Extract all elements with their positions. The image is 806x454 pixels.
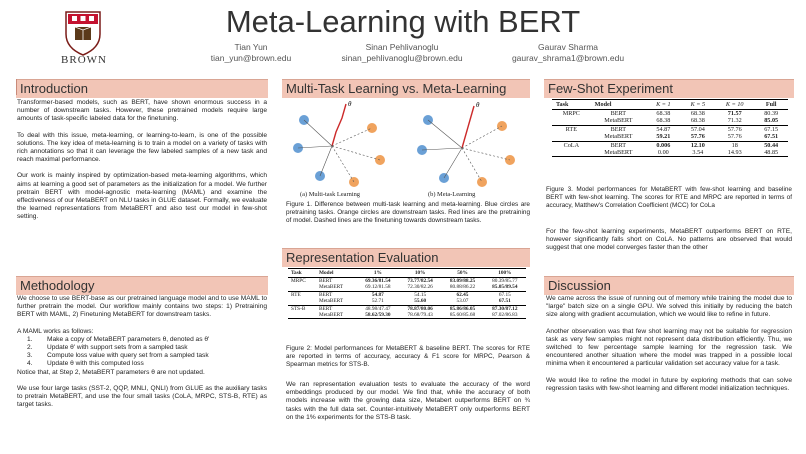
table-cell: 57.76 (727, 133, 742, 141)
table-cell: MRPC (562, 110, 580, 117)
table-cell: 80.88/86.22 (449, 284, 476, 291)
table-cell: 87.02/86.83 (492, 312, 518, 319)
table-cell: 87.30/87.12 (492, 305, 518, 312)
table-cell: 0.006 (656, 141, 671, 149)
discussion-text (546, 295, 792, 401)
panel-metalearning (417, 101, 515, 187)
table-header-row (552, 100, 788, 110)
table-cell: BERT (610, 141, 627, 149)
table-cell (288, 298, 316, 305)
table-row (552, 125, 788, 133)
column-header: K = 10 (725, 101, 744, 108)
column-header: 100% (498, 270, 512, 276)
maml-list-intro: A MAML works as follows: (17, 327, 94, 335)
table-cell: 85.05/89.54 (492, 284, 518, 291)
table-cell: 59.21 (656, 133, 671, 141)
table-cell: 68.38 (690, 110, 705, 117)
table-cell: 54.87 (371, 291, 384, 298)
fewshot-table (552, 99, 788, 157)
table-cell: 67.51 (764, 133, 779, 141)
table-cell: 69.12/81.58 (365, 284, 391, 291)
intro-paragraph-3: Our work is mainly inspired by optimization-based meta-learning algorithms, which aims at learning a good set of parameters as the initialization for a model. We further pretrain BERT with model-agnostic meta-learning (MAML) and examine the effectiveness of our MetaBERT on NLU tasks in GLUE dataset. Formally, we evaluate the learned representations from MetaBERT and also test our model in few-shot setting. (17, 172, 267, 221)
finetune-dashed-line (332, 128, 372, 146)
table-cell: 57.76 (727, 125, 742, 133)
table-row (552, 117, 788, 125)
table-row (552, 110, 788, 118)
finetune-dashed-line (332, 146, 354, 182)
table-cell: BERT (319, 278, 333, 284)
task-link-line (444, 148, 462, 178)
panel-multitask (293, 100, 385, 187)
table-cell: 3.54 (692, 149, 704, 157)
table-row (288, 305, 526, 312)
poster-title: Meta-Learning with BERT (225, 4, 581, 39)
table-cell: 18 (731, 141, 738, 149)
figure-1-diagram (284, 98, 530, 198)
table-cell: 68.38 (656, 110, 671, 117)
table-cell: 72.30/82.26 (407, 284, 433, 291)
table-cell: MetaBERT (319, 312, 344, 319)
table-cell: 48.85 (764, 149, 779, 157)
maml-step-2: 2. Update θ' with support sets from a sampled task (27, 344, 188, 352)
table-cell: BERT (319, 305, 333, 312)
table-cell: STS-B (291, 305, 306, 312)
table-cell: MetaBERT (604, 133, 633, 141)
table-cell: MRPC (291, 278, 306, 284)
subcaption-a: (a) Multi-task Learning (300, 191, 360, 198)
table-cell: MetaBERT (604, 149, 633, 157)
fewshot-table-body (552, 110, 788, 157)
method-paragraph-1: We choose to use BERT-base as our pretrained language model and to use MAML to further pretrain the model. Our workflow mainly contains two steps: 1) Pretraining BERT with MAML, 2) Finetuning MetaBERT for downstream tasks. (17, 295, 267, 319)
subcaption-b: (b) Meta-Learning (428, 191, 476, 198)
table-row (288, 298, 526, 305)
author-email: gaurav_shrama1@brown.edu (511, 53, 625, 63)
table-cell: CoLA (563, 141, 580, 149)
maml-step-1: 1. Make a copy of MetaBERT parameters θ, denoted as θ' (27, 335, 210, 343)
task-link-line (320, 146, 332, 176)
table-cell (288, 312, 316, 319)
representation-table (288, 268, 526, 319)
column-header: K = 5 (690, 101, 706, 108)
task-link-line (428, 120, 462, 148)
intro-heading: Introduction (16, 79, 268, 98)
discussion-paragraph-2: Another observation was that few shot learning may not be suitable for regression task as very few samples might not represent data distribution efficiently. Thu, we switched to few percentage sample learning for the regression task. We encountered another situation where the model was trapped in a possible local minima when it encountered a particular validation set accuracy value for a task. (546, 327, 792, 368)
column-header: Full (765, 101, 777, 108)
table-cell: 71.32 (727, 117, 742, 125)
figure-1 (284, 98, 530, 198)
table-row (288, 312, 526, 319)
table-cell: 0.00 (657, 149, 669, 157)
author-email: tian_yun@brown.edu (210, 53, 292, 63)
table-row (288, 284, 526, 291)
pretrain-path-line (332, 104, 346, 146)
author-name: Gaurav Sharma (538, 42, 598, 52)
method-paragraph-2: We use four large tasks (SST-2, QQP, MNLI, QNLI) from GLUE as the auxiliary tasks to pretrain MetaBERT, and use the four small tasks (CoLA, MRPC, STS-B, RTE) as target tasks. (17, 384, 267, 409)
method-heading: Methodology (16, 276, 268, 295)
maml-note: Notice that, at Step 2, MetaBERT parameters θ are not updated. (17, 368, 205, 376)
table-cell: 14.93 (727, 149, 742, 157)
pretrain-path-line (462, 106, 474, 148)
table-cell: MetaBERT (604, 117, 633, 125)
table-cell: 69.36/81.54 (365, 278, 391, 284)
table-cell: 58.62/59.30 (365, 312, 391, 319)
repr-heading: Representation Evaluation (282, 248, 530, 267)
table-cell: 85.86/86.05 (449, 305, 476, 312)
table-cell: 12.10 (690, 141, 705, 149)
table-cell: 83.09/88.25 (449, 278, 476, 284)
discussion-paragraph-1: We came across the issue of running out of memory while training the model due to "large" batch size on a single GPU. We solved this initially by reducing the batch size along with gradient accumulation, which we would like to refine in future. (546, 295, 792, 319)
table-row (288, 278, 526, 285)
table-cell: 57.04 (690, 125, 705, 133)
table-row (552, 141, 788, 149)
intro-text (17, 99, 267, 230)
theta-label: θ (476, 101, 480, 109)
table-cell (552, 117, 591, 125)
table-cell: 53.07 (456, 298, 469, 305)
discussion-paragraph-3: We would like to refine the model in future by exploring methods that can solve regression tasks with few-shot learning and different model initialization techniques. (546, 376, 792, 392)
table-cell: 68.38 (656, 117, 671, 125)
discussion-heading: Discussion (544, 276, 794, 295)
task-link-line (422, 148, 462, 150)
table-cell: 50.44 (764, 141, 779, 149)
figure-1-caption: Figure 1. Difference between multi-task learning and meta-learning. Blue circles are pretraining tasks. Orange circles are downstream tasks. Red lines are the pretraining of model. Dashed lines are the finetuning towards downstream tasks. (286, 201, 530, 224)
table-cell: 67.15 (498, 291, 511, 298)
table-cell: 80.39 (764, 110, 779, 117)
repr-paragraph: We ran representation evaluation tests to evaluate the accuracy of the word embeddings produced by our model. We find that, while the accuracy of both models increase with the growing data size, Metabert outperforms BERT on ¾ tasks with the full data set. Counter-intuitively MetaBERT only outperforms BERT on the 1% experiments for the STS-B task. (286, 381, 530, 421)
table-cell: 54.87 (656, 125, 671, 133)
author-1 (196, 42, 306, 64)
table-cell: 52.71 (371, 298, 384, 305)
table-cell: 67.15 (764, 125, 779, 133)
table-cell (552, 149, 591, 157)
table-cell: 55.60 (414, 298, 427, 305)
column-header: 10% (414, 270, 426, 276)
author-3 (498, 42, 638, 64)
table-cell (552, 133, 591, 141)
column-border (16, 79, 17, 95)
column-header: Model (319, 270, 334, 276)
table-cell: 85.60/85.68 (449, 312, 476, 319)
fewshot-paragraph: For the few-shot learning experiments, MetaBERT outperforms BERT on RTE, however significantly falls short on CoLA. No patterns are observed that would suggest that one model converges faster than the other (546, 228, 792, 252)
task-link-line (298, 146, 332, 148)
table-cell: BERT (610, 110, 627, 117)
table-cell: 57.76 (690, 133, 705, 141)
table-cell: 71.57 (727, 110, 742, 117)
table-cell: 48.98/47.47 (365, 305, 391, 312)
method-text (17, 295, 267, 417)
table-cell: MetaBERT (319, 298, 344, 305)
maml-step-4: 4. Update θ with this computed loss (27, 360, 144, 368)
table-cell: MetaBERT (319, 284, 344, 291)
table-cell: 78.87/80.06 (407, 305, 433, 312)
column-header: 1% (373, 270, 382, 276)
table-cell: BERT (610, 125, 627, 133)
table-cell: 62.45 (456, 291, 469, 298)
figure-3-caption: Figure 3. Model performances for MetaBERT with few-shot learning and baseline BERT with few-shot learning. The scores for RTE and MRPC are reported in terms of accuracy, Matthew's Correlation Coefficient (MCC) for CoLa (546, 186, 792, 209)
author-email: sinan_pehlivanoglu@brown.edu (341, 53, 463, 63)
logo-wordmark: BROWN (61, 54, 107, 66)
finetune-dashed-line (462, 148, 482, 182)
table-cell: 68.38 (690, 117, 705, 125)
table-cell: BERT (319, 291, 333, 298)
table-cell: 73.77/82.54 (407, 278, 433, 284)
intro-paragraph-2: To deal with this issue, meta-learning, or learning-to-learn, is one of the possible solutions. The key idea of meta-learning is to train a model on a variety of tasks with rich annotations so that it can leverage the few labeled samples of a new task and reach maximal performance. (17, 131, 267, 164)
multitask-heading: Multi-Task Learning vs. Meta-Learning (282, 79, 530, 98)
author-name: Tian Yun (234, 42, 268, 52)
fewshot-heading: Few-Shot Experiment (544, 79, 794, 98)
table-header-row (288, 269, 526, 278)
maml-step-3: 3. Compute loss value with query set from a sampled task (27, 352, 209, 360)
table-row (288, 291, 526, 298)
task-link-line (304, 120, 332, 146)
table-cell: 54.15 (414, 291, 427, 298)
representation-table-body (288, 278, 526, 319)
table-cell: 80.39/85.77 (492, 278, 518, 284)
column-header: 50% (457, 270, 468, 276)
column-header: Task (291, 270, 302, 276)
finetune-dashed-line (462, 148, 510, 160)
column-header: Model (594, 101, 612, 108)
table-cell: 78.68/79.43 (407, 312, 433, 319)
table-cell: 85.05 (764, 117, 779, 125)
author-2 (322, 42, 482, 64)
intro-paragraph-1: Transformer-based models, such as BERT, have shown enormous success in a number of downstream tasks. However, these pretrained models require large amounts of task-specific labeled data for the finetuning. (17, 99, 267, 123)
column-header: Task (556, 101, 569, 108)
table-row (552, 133, 788, 141)
theta-label: θ (348, 100, 352, 108)
table-cell: 67.51 (498, 298, 511, 305)
column-header: K = 1 (656, 101, 671, 108)
figure-2-caption: Figure 2: Model performances for MetaBERT & baseline BERT. The scores for RTE are reported in terms of accuracy, accuracy & F1 score for MRPC, Pearson & Spearman metrics for STS-B. (286, 345, 530, 368)
table-row (552, 149, 788, 157)
table-cell: RTE (565, 125, 577, 133)
table-cell: RTE (291, 291, 301, 298)
table-cell (288, 284, 316, 291)
author-name: Sinan Pehlivanoglu (365, 42, 439, 52)
